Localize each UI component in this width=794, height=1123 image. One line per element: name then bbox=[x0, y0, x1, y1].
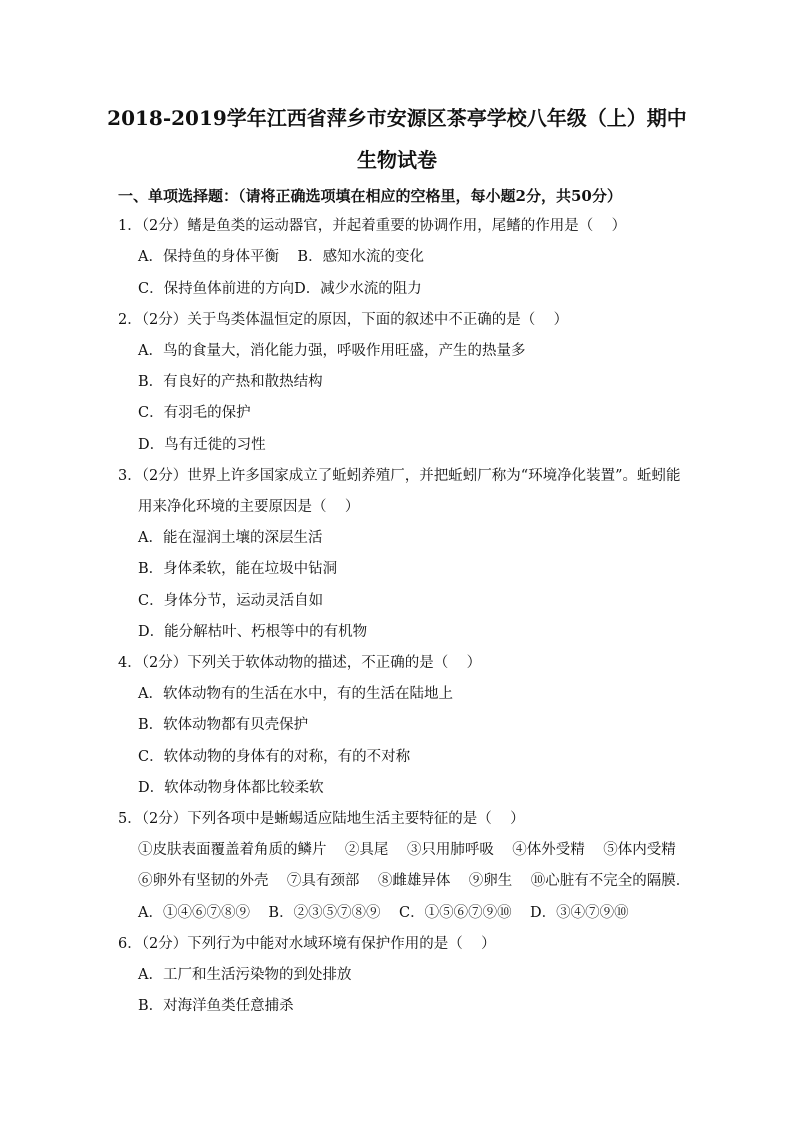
question-3-option-b: B．身体柔软，能在垃圾中钻洞 bbox=[138, 561, 338, 577]
question-5-options: A．①④⑥⑦⑧⑨ B．②③⑤⑦⑧⑨ C．①⑤⑥⑦⑨⑩ D．③④⑦⑨⑩ bbox=[138, 905, 629, 921]
question-6-stem: 6．（2分）下列行为中能对水域环境有保护作用的是（ ） bbox=[118, 936, 496, 952]
question-2-option-b: B．有良好的产热和散热结构 bbox=[138, 374, 323, 390]
question-3-option-c: C．身体分节，运动灵活自如 bbox=[138, 593, 324, 609]
question-5-items-1: ①皮肤表面覆盖着角质的鳞片 ②具尾 ③只用肺呼吸 ④体外受精 ⑤体内受精 bbox=[138, 842, 676, 858]
question-4-stem: 4．（2分）下列关于软体动物的描述，不正确的是（ ） bbox=[118, 655, 482, 671]
question-1-stem: 1．（2分）鳍是鱼类的运动器官，并起着重要的协调作用，尾鳍的作用是（ ） bbox=[118, 218, 627, 234]
question-2-option-c: C．有羽毛的保护 bbox=[138, 405, 251, 421]
section-heading: 一、单项选择题：（请将正确选项填在相应的空格里，每小题2分，共50分） bbox=[118, 187, 622, 205]
question-6-option-a: A．工厂和生活污染物的到处排放 bbox=[138, 967, 352, 983]
question-4-option-d: D．软体动物身体都比较柔软 bbox=[138, 780, 324, 796]
question-3-stem-continuation: 用来净化环境的主要原因是（ ） bbox=[138, 499, 360, 515]
question-4-option-c: C．软体动物的身体有的对称，有的不对称 bbox=[138, 749, 411, 765]
question-1-option-cd: C．保持鱼体前进的方向D．减少水流的阻力 bbox=[138, 281, 422, 297]
exam-title-line-2: 生物试卷 bbox=[357, 148, 437, 172]
question-4-option-a: A．软体动物有的生活在水中，有的生活在陆地上 bbox=[138, 686, 453, 702]
exam-title-line-1: 2018-2019学年江西省萍乡市安源区茶亭学校八年级（上）期中 bbox=[107, 106, 687, 130]
question-2-stem: 2．（2分）关于鸟类体温恒定的原因，下面的叙述中不正确的是（ ） bbox=[118, 312, 569, 328]
question-3-option-d: D．能分解枯叶、朽根等中的有机物 bbox=[138, 624, 368, 640]
question-5-items-2: ⑥卵外有坚韧的外壳 ⑦具有颈部 ⑧雌雄异体 ⑨卵生 ⑩心脏有不完全的隔膜． bbox=[138, 873, 691, 889]
question-2-option-d: D．鸟有迁徙的习性 bbox=[138, 437, 266, 453]
question-2-option-a: A．鸟的食量大，消化能力强，呼吸作用旺盛，产生的热量多 bbox=[138, 343, 526, 359]
question-6-option-b: B．对海洋鱼类任意捕杀 bbox=[138, 998, 294, 1014]
question-4-option-b: B．软体动物都有贝壳保护 bbox=[138, 717, 309, 733]
question-3-option-a: A．能在湿润土壤的深层生活 bbox=[138, 530, 323, 546]
question-5-stem: 5．（2分）下列各项中是蜥蜴适应陆地生活主要特征的是（ ） bbox=[118, 811, 525, 827]
question-1-option-ab: A．保持鱼的身体平衡 B．感知水流的变化 bbox=[138, 249, 425, 265]
question-3-stem: 3．（2分）世界上许多国家成立了蚯蚓养殖厂，并把蚯蚓厂称为“环境净化装置”。蚯蚓能 bbox=[118, 468, 681, 484]
